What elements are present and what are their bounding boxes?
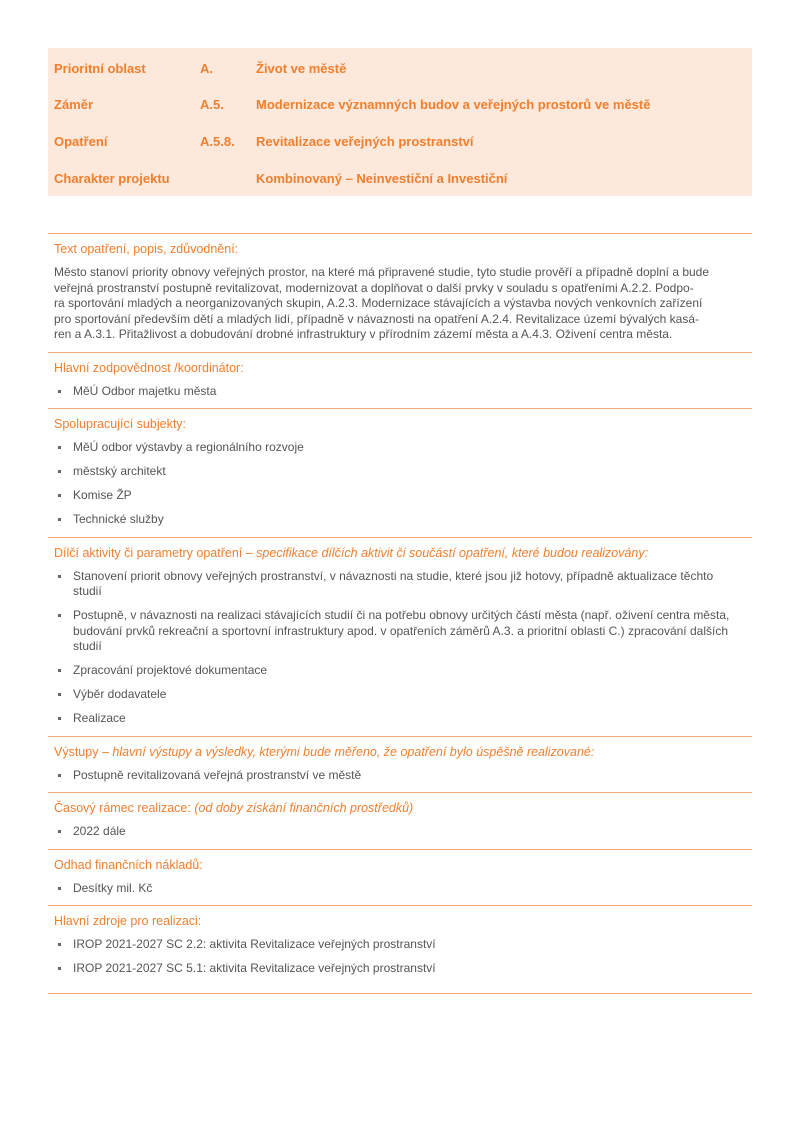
list-item: 2022 dále	[54, 824, 746, 840]
list-item-line: Postupně, v návaznosti na realizaci stávajících studií či na potřebu obnovy určitých částí města (např. oživení centra města,	[73, 608, 730, 622]
paragraph-line: ren a A.3.1. Přitažlivost a dobudování drobné infrastruktury v přírodním zázemí města a A.4.3. Oživení centra města.	[54, 327, 673, 341]
header-label: Charakter projektu	[54, 171, 170, 186]
list-item	[54, 711, 746, 727]
section-text	[48, 233, 752, 352]
section-title-main: Výstupy	[54, 744, 99, 759]
header-value: Kombinovaný – Neinvestiční a Investiční	[256, 171, 508, 186]
section-title	[54, 545, 746, 561]
list-item-line: studií	[73, 639, 102, 653]
section-title-main: Dílčí aktivity či parametry opatření	[54, 545, 243, 560]
description-paragraph	[54, 265, 746, 343]
list-item-line: Zpracování projektové dokumentace	[73, 663, 268, 677]
header-label: Záměr	[54, 97, 94, 112]
paragraph-line: veřejná prostranství postupně revitalizovat, modernizovat a doplňovat o další prvky v souladu s opatřeními A.2.2. Podpo-	[54, 280, 694, 295]
section-title-note: – hlavní výstupy a výsledky, kterými bude měřeno, že opatření bylo úspěšně realizované:	[101, 744, 595, 759]
header-code: A.	[200, 61, 213, 76]
header-value: Revitalizace veřejných prostranství	[256, 134, 474, 149]
list-item: Desítky mil. Kč	[54, 881, 746, 897]
list-item: MěÚ Odbor majetku města	[54, 384, 746, 400]
section-costs	[48, 849, 752, 906]
list-item: městský architekt	[54, 464, 746, 480]
section-timeline	[48, 792, 752, 849]
section-title: Odhad finančních nákladů:	[54, 857, 203, 872]
header-value: Život ve městě	[256, 61, 347, 76]
list-item-line: Stanovení priorit obnovy veřejných prostranství, v návaznosti na studie, které jsou již hotovy, případně aktualizace těchto	[73, 568, 714, 583]
section-title: Hlavní zdroje pro realizaci:	[54, 914, 202, 928]
header-table	[48, 48, 752, 196]
list-item-line: Výběr dodavatele	[73, 687, 167, 701]
section-partners	[48, 408, 752, 537]
header-label: Opatření	[54, 134, 108, 149]
list-item	[54, 687, 746, 703]
section-title-note: – specifikace dílčích aktivit či součástí opatření, které budou realizovány:	[245, 545, 649, 560]
list-item-line: budování prvků rekreační a sportovní infrastruktury apod. v opatřeních záměrů A.3. a prioritní oblasti C.) zpracování dalších	[73, 623, 728, 638]
section-outputs	[48, 736, 752, 793]
list-item: Postupně revitalizovaná veřejná prostranství ve městě	[54, 768, 746, 784]
section-sources	[48, 905, 752, 994]
list-item: Technické služby	[54, 512, 746, 528]
section-title	[54, 744, 746, 760]
list-item: MěÚ odbor výstavby a regionálního rozvoje	[54, 440, 746, 456]
header-code: A.5.8.	[200, 134, 235, 149]
list-item-line: studií	[73, 584, 102, 598]
bullet-list	[54, 569, 746, 727]
section-title: Text opatření, popis, zdůvodnění:	[54, 242, 239, 256]
header-label: Prioritní oblast	[54, 61, 146, 76]
bullet-list	[54, 824, 746, 840]
header-code: A.5.	[200, 97, 224, 112]
list-item	[54, 569, 746, 600]
bullet-list	[54, 768, 746, 784]
section-title-note: (od doby získání finančních prostředků)	[194, 801, 414, 815]
list-item	[54, 608, 746, 655]
bullet-list	[54, 384, 746, 400]
list-item	[54, 663, 746, 679]
bullet-list	[54, 881, 746, 897]
list-item: IROP 2021-2027 SC 5.1: aktivita Revitalizace veřejných prostranství	[54, 961, 746, 977]
list-item: IROP 2021-2027 SC 2.2: aktivita Revitalizace veřejných prostranství	[54, 937, 746, 953]
list-item: Komise ŽP	[54, 488, 746, 504]
section-title: Spolupracující subjekty:	[54, 417, 187, 431]
section-title-main: Časový rámec realizace:	[54, 801, 191, 815]
header-value: Modernizace významných budov a veřejných prostorů ve městě	[256, 97, 651, 112]
section-activities	[48, 537, 752, 736]
section-responsibility	[48, 352, 752, 409]
section-title	[54, 800, 746, 816]
list-item-line: Realizace	[73, 711, 126, 725]
paragraph-line: Město stanoví priority obnovy veřejných prostor, na které má připravené studie, tyto studie prověří a případně doplní a bude	[54, 265, 710, 279]
bullet-list	[54, 440, 746, 528]
bullet-list	[54, 937, 746, 977]
section-title: Hlavní zodpovědnost /koordinátor:	[54, 360, 244, 375]
paragraph-line: ra sportování mladých a neorganizovaných skupin, A.2.3. Modernizace stávajících a výstavba nových venkovních zařízení	[54, 296, 703, 310]
sections	[48, 233, 752, 994]
paragraph-line: pro sportování především dětí a mladých lidí, případně v návaznosti na opatření A.2.4. Revitalizace území bývalých kasá-	[54, 311, 700, 326]
